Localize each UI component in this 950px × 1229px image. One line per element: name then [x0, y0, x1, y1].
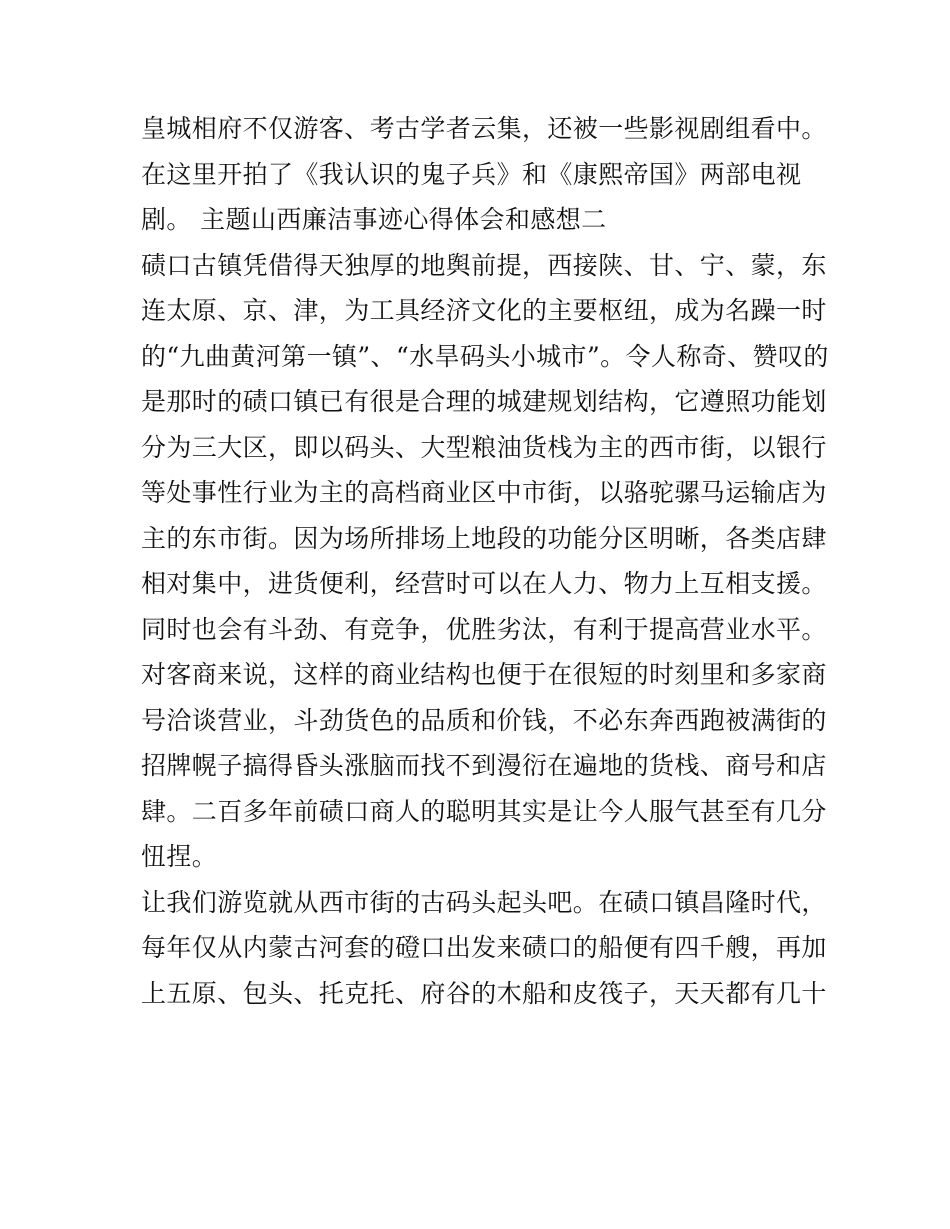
text-line: 同时也会有斗劲、有竞争，优胜劣汰，有利于提高营业水平。: [141, 614, 827, 644]
text-line: 肆。二百多年前碛口商人的聪明其实是让今人服气甚至有几分: [141, 796, 827, 826]
text-line: 等处事性行业为主的高档商业区中市街，以骆驼骡马运输店为: [141, 478, 827, 507]
text-line: 的“九曲黄河第一镇”、“水旱码头小城市”。令人称奇、赞叹的: [141, 341, 829, 371]
text-line: 让我们游览就从西市街的古码头起头吧。在碛口镇昌隆时代，: [141, 887, 827, 917]
text-line: 对客商来说，这样的商业结构也便于在很短的时刻里和多家商: [141, 660, 827, 689]
text-line: 上五原、包头、托克托、府谷的木船和皮筏子，天天都有几十: [141, 978, 827, 1008]
text-line: 招牌幌子搞得昏头涨脑而找不到漫衍在遍地的货栈、商号和店: [141, 751, 827, 780]
text-line: 号洽谈营业，斗劲货色的品质和价钱，不必东奔西跑被满街的: [141, 705, 827, 735]
text-line: 忸捏。: [141, 842, 218, 871]
text-line: 每年仅从内蒙古河套的磴口出发来碛口的船便有四千艘，再加: [141, 933, 827, 962]
text-line: 相对集中，进货便利，经营时可以在人力、物力上互相支援。: [141, 569, 827, 598]
text-line: 剧。 主题山西廉洁事迹心得体会和感想二: [141, 205, 607, 234]
body-text: [141, 106, 829, 1016]
text-line: 在这里开拍了《我认识的鬼子兵》和《康熙帝国》两部电视: [141, 159, 802, 189]
text-line: 分为三大区，即以码头、大型粮油货栈为主的西市街，以银行: [141, 432, 827, 462]
text-line: 连太原、京、津，为工具经济文化的主要枢纽，成为名躁一时: [141, 296, 827, 325]
text-line: 皇城相府不仅游客、考古学者云集，还被一些影视剧组看中。: [141, 114, 827, 143]
text-line: 主的东市街。因为场所排场上地段的功能分区明晰，各类店肆: [141, 523, 827, 553]
text-line: 是那时的碛口镇已有很是合理的城建规划结构，它遵照功能划: [141, 387, 827, 416]
text-line: 碛口古镇凭借得天独厚的地舆前提，西接陕、甘、宁、蒙，东: [141, 250, 827, 280]
